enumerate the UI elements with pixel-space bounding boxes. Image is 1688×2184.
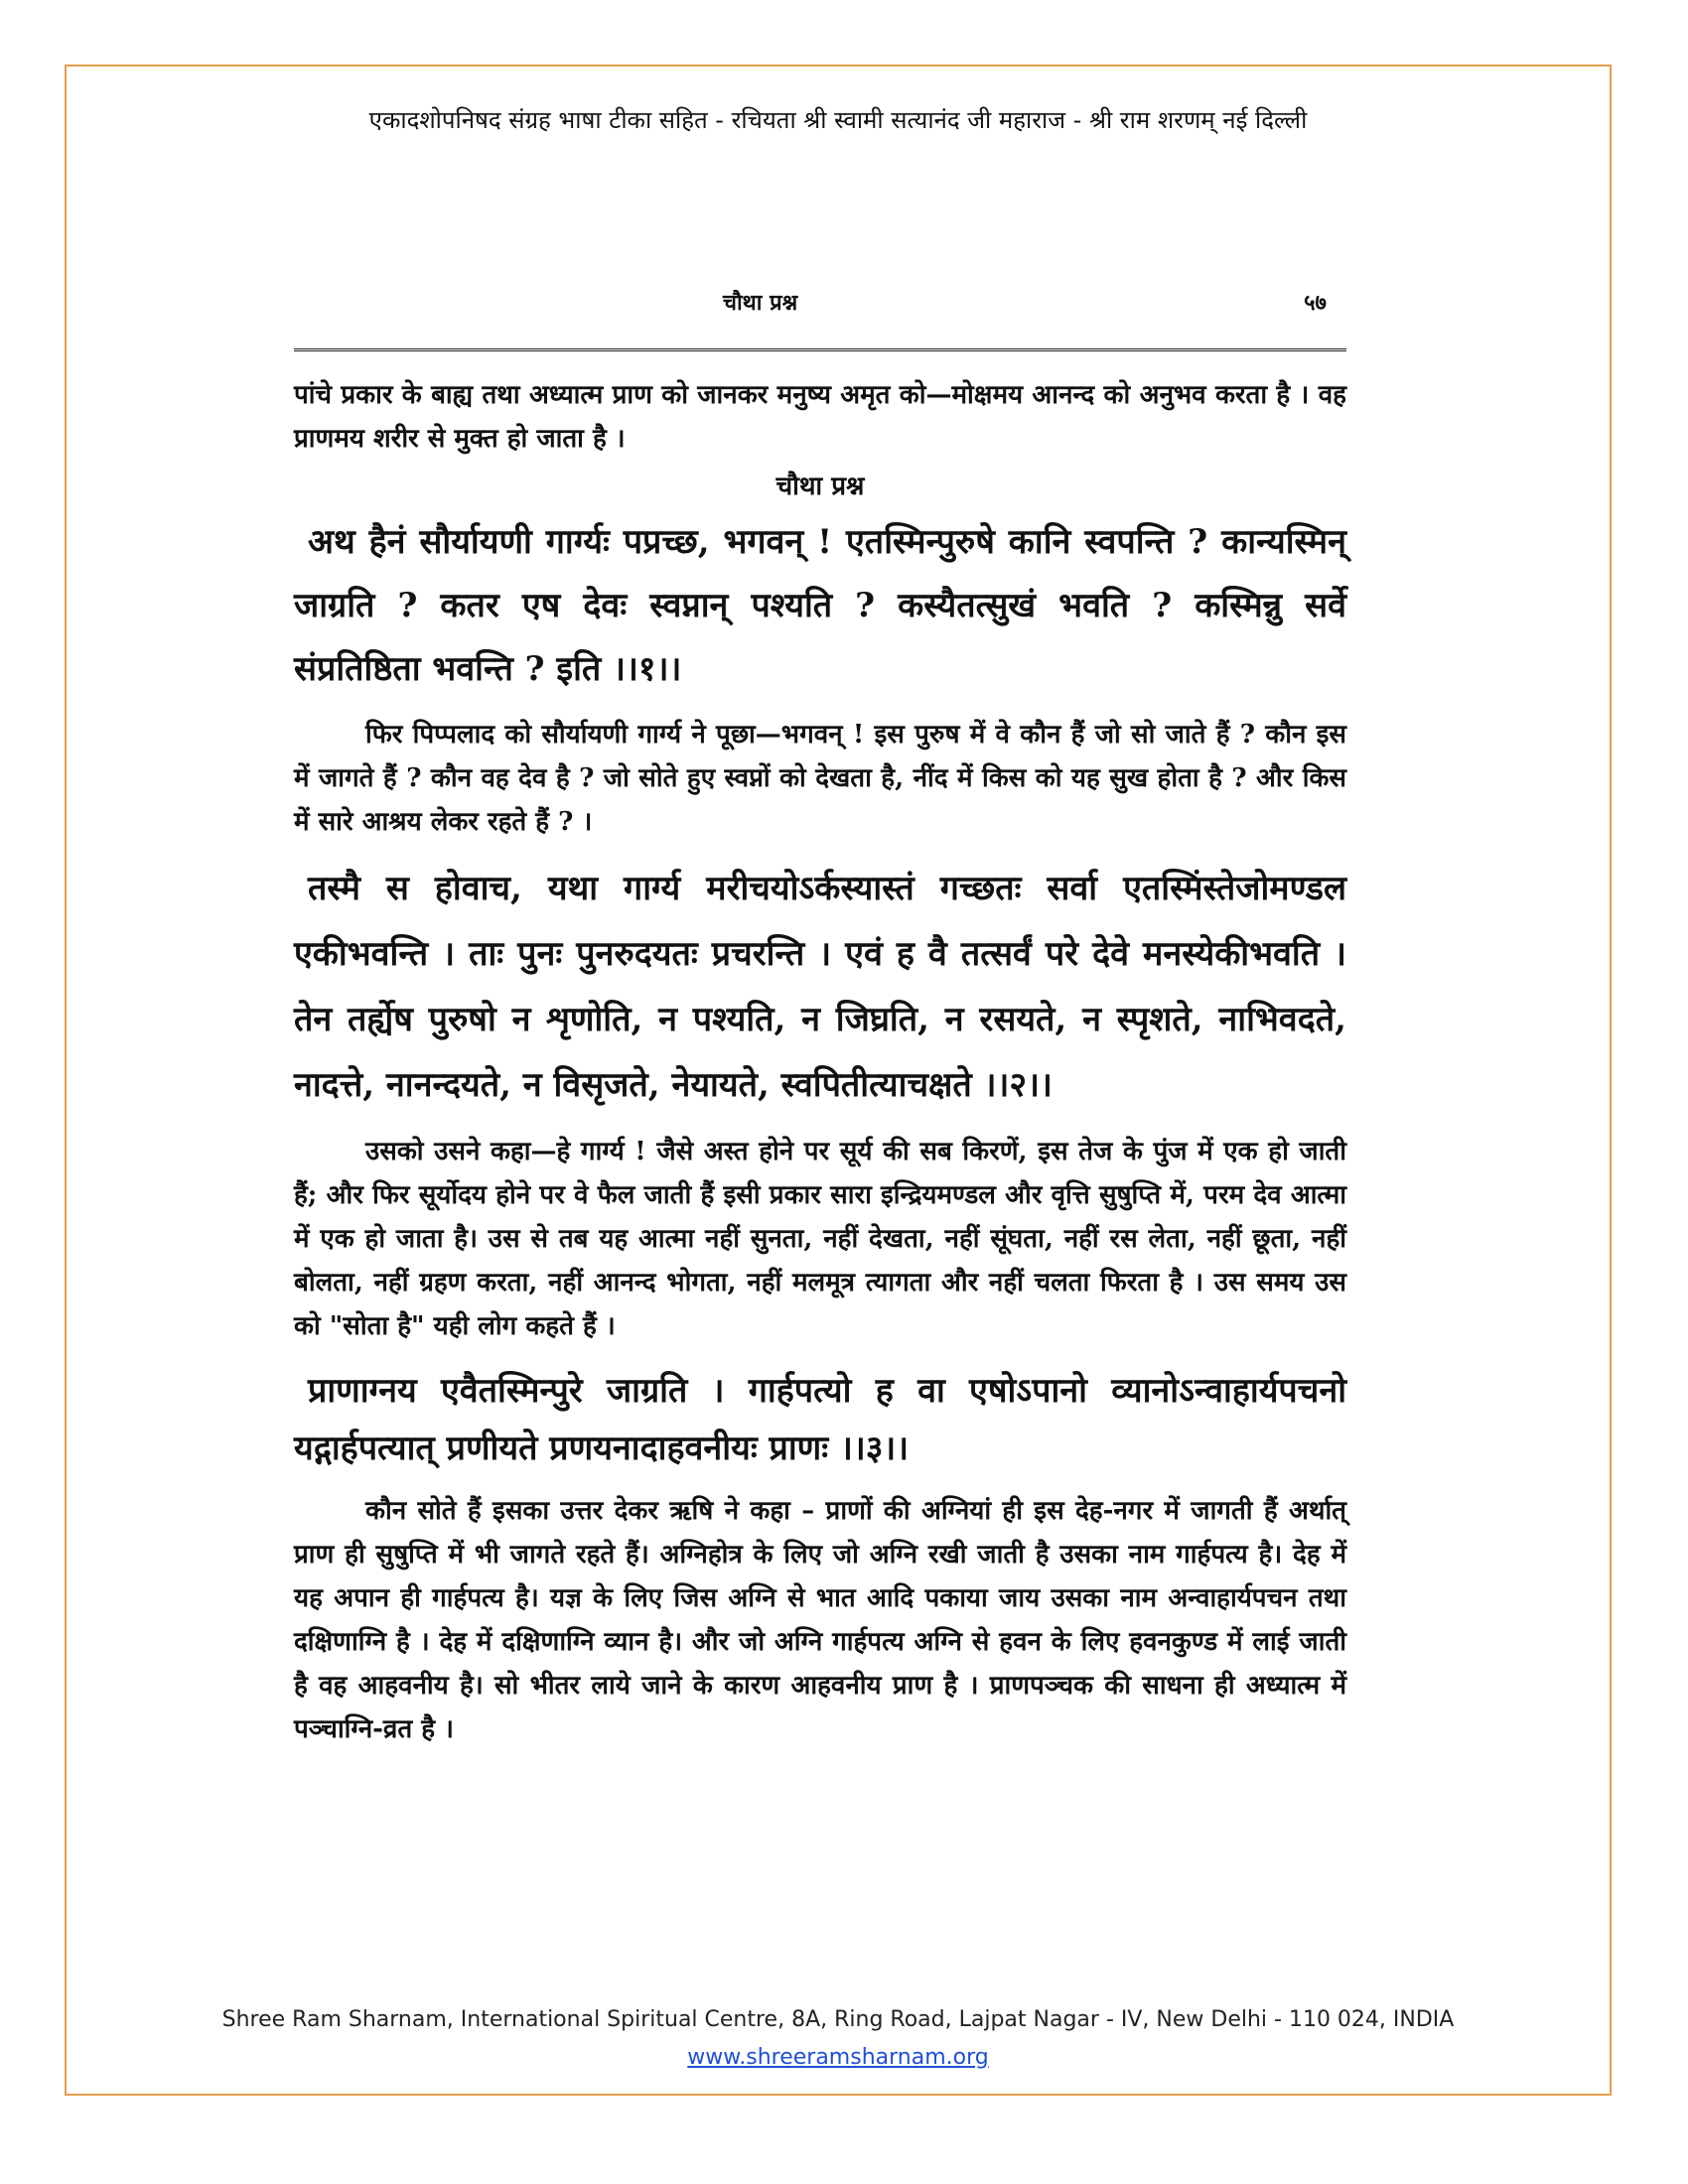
running-head [294, 283, 1346, 327]
commentary-1: फिर पिप्पलाद को सौर्यायणी गार्ग्य ने पूछा—भगवन् ! इस पुरुष में वे कौन हैं जो सो जाते हैं ? कौन इस में जागते हैं ? कौन वह देव है ? जो सोते हुए स्वप्नों को देखता है, नींद में किस को यह सुख होता है ? और किस में सारे आश्रय लेकर रहते हैं ? । [294, 720, 1346, 837]
verse-3: प्राणाग्नय एवैतस्मिन्पुरे जाग्रति । गार्हपत्यो ह वा एषोऽपानो व्यानोऽन्वाहार्यपचनो यद्गार्हपत्यात् प्रणीयते प्रणयनादाहवनीयः प्राणः ।।३।। [294, 1371, 1346, 1468]
footer-address: Shree Ram Sharnam, International Spiritual Centre, 8A, Ring Road, Lajpat Nagar - IV, New Delhi - 110 024, INDIA [221, 2007, 1455, 2032]
document-header: एकादशोपनिषद संग्रह भाषा टीका सहित - रचियता श्री स्वामी सत्यानंद जी महाराज - श्री राम शरणम् नई दिल्ली [368, 106, 1308, 134]
verse-1: अथ हैनं सौर्यायणी गार्ग्यः पप्रच्छ, भगवन् ! एतस्मिन्पुरुषे कानि स्वपन्ति ? कान्यस्मिन् जाग्रति ? कतर एष देवः स्वप्नान् पश्यति ? कस्यैतत्सुखं भवति ? कस्मिन्नु सर्वे संप्रतिष्ठिता भवन्ति ? इति ।।१।। [294, 522, 1346, 689]
running-title: चौथा प्रश्न [723, 290, 798, 316]
verse-2: तस्मै स होवाच, यथा गार्ग्य मरीचयोऽर्कस्यास्तं गच्छतः सर्वा एतस्मिंस्तेजोमण्डल एकीभवन्ति । ताः पुनः पुनरुदयतः प्रचरन्ति । एवं ह वै तत्सर्वं परे देवे मनस्येकीभवति । तेन तर्ह्येष पुरुषो न शृणोति, न पश्यति, न जिघ्रति, न रसयते, न स्पृशते, नाभिवदते, नादत्ते, नानन्दयते, न विसृजते, नेयायते, स्वपितीत्याचक्षते ।।२।। [294, 869, 1346, 1105]
footer-website [65, 2045, 1612, 2070]
website-link[interactable]: www.shreeramsharnam.org [687, 2045, 989, 2070]
scanned-page [294, 283, 1346, 1751]
commentary-2: उसको उसने कहा—हे गार्ग्य ! जैसे अस्त होने पर सूर्य की सब किरणें, इस तेज के पुंज में एक हो जाती हैं; और फिर सूर्योदय होने पर वे फैल जाती हैं इसी प्रकार सारा इन्द्रियमण्डल और वृत्ति सुषुप्ति में, परम देव आत्मा में एक हो जाता है। उस से तब यह आत्मा नहीं सुनता, नहीं देखता, नहीं सूंघता, नहीं रस लेता, नहीं छूता, नहीं बोलता, नहीं ग्रहण करता, नहीं आनन्द भोगता, नहीं मलमूत्र त्यागता और नहीं चलता फिरता है । उस समय उस को "सोता है" यही लोग कहते हैं । [294, 1137, 1346, 1341]
section-heading: चौथा प्रश्न [775, 472, 865, 501]
page-number: ५७ [1304, 290, 1327, 316]
commentary-3: कौन सोते हैं इसका उत्तर देकर ऋषि ने कहा – प्राणों की अग्नियां ही इस देह-नगर में जागती हैं अर्थात् प्राण ही सुषुप्ति में भी जागते रहते हैं। अग्निहोत्र के लिए जो अग्नि रखी जाती है उसका नाम गार्हपत्य है। देह में यह अपान ही गार्हपत्य है। यज्ञ के लिए जिस अग्नि से भात आदि पकाया जाय उसका नाम अन्वाहार्यपचन तथा दक्षिणाग्नि है । देह में दक्षिणाग्नि व्यान है। और जो अग्नि गार्हपत्य अग्नि से हवन के लिए हवनकुण्ड में लाई जाती है वह आहवनीय है। सो भीतर लाये जाने के कारण आहवनीय प्राण है । प्राणपञ्चक की साधना ही अध्यात्म में पञ्चाग्नि-व्रत है । [294, 1496, 1346, 1744]
header-rule [294, 348, 1346, 355]
intro-paragraph: पांचे प्रकार के बाह्य तथा अध्यात्म प्राण को जानकर मनुष्य अमृत को—मोक्षमय आनन्द को अनुभव करता है । वह प्राणमय शरीर से मुक्त हो जाता है । [294, 380, 1346, 454]
